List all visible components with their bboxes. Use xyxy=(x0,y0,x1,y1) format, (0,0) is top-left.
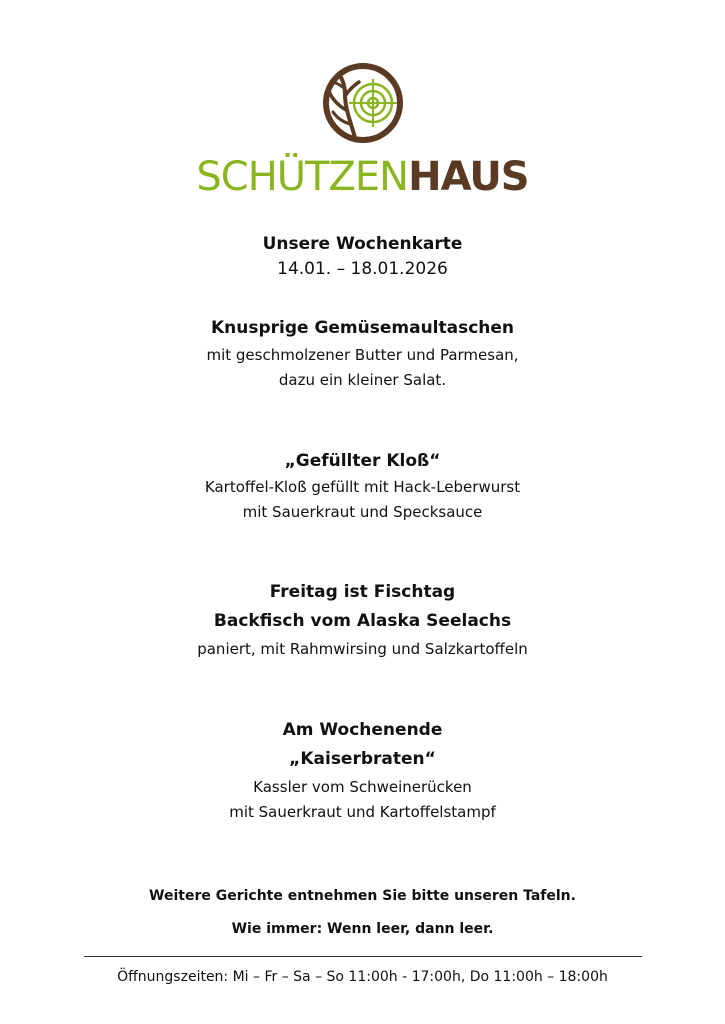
dish-4-line-2: mit Sauerkraut und Kartoffelstampf xyxy=(229,803,496,821)
logo xyxy=(0,62,725,148)
brand-part-1: SCHÜTZEN xyxy=(196,154,409,200)
opening-hours: Öffnungszeiten: Mi – Fr – Sa – So 11:00h - 17:00h, Do 11:00h – 18:00h xyxy=(117,969,608,985)
menu-title: Unsere Wochenkarte xyxy=(262,234,463,254)
brand-wordmark xyxy=(0,152,725,202)
dish-3-name: Backfisch vom Alaska Seelachs xyxy=(213,611,512,631)
menu-dates: 14.01. – 18.01.2026 xyxy=(277,259,448,279)
note-more-dishes: Weitere Gerichte entnehmen Sie bitte unseren Tafeln. xyxy=(149,888,576,904)
dish-4-line-1: Kassler vom Schweinerücken xyxy=(253,778,472,796)
dish-3-line-1: paniert, mit Rahmwirsing und Salzkartoffeln xyxy=(197,640,528,658)
dish-2-name: „Gefüllter Kloß“ xyxy=(284,451,441,471)
dish-1-line-2: dazu ein kleiner Salat. xyxy=(278,371,447,389)
antler-target-icon xyxy=(315,62,411,144)
dish-4-heading: Am Wochenende xyxy=(282,720,443,740)
dish-1-name: Knusprige Gemüsemaultaschen xyxy=(210,318,515,338)
note-empty: Wie immer: Wenn leer, dann leer. xyxy=(231,921,494,937)
dish-2-line-2: mit Sauerkraut und Specksauce xyxy=(242,503,483,521)
dish-1-line-1: mit geschmolzener Butter und Parmesan, xyxy=(206,346,519,364)
dish-2-line-1: Kartoffel-Kloß gefüllt mit Hack-Leberwurst xyxy=(204,478,521,496)
brand-part-2: HAUS xyxy=(408,154,529,200)
dish-4-name: „Kaiserbraten“ xyxy=(289,749,436,769)
footer-divider xyxy=(84,956,642,957)
dish-3-heading: Freitag ist Fischtag xyxy=(269,582,456,602)
